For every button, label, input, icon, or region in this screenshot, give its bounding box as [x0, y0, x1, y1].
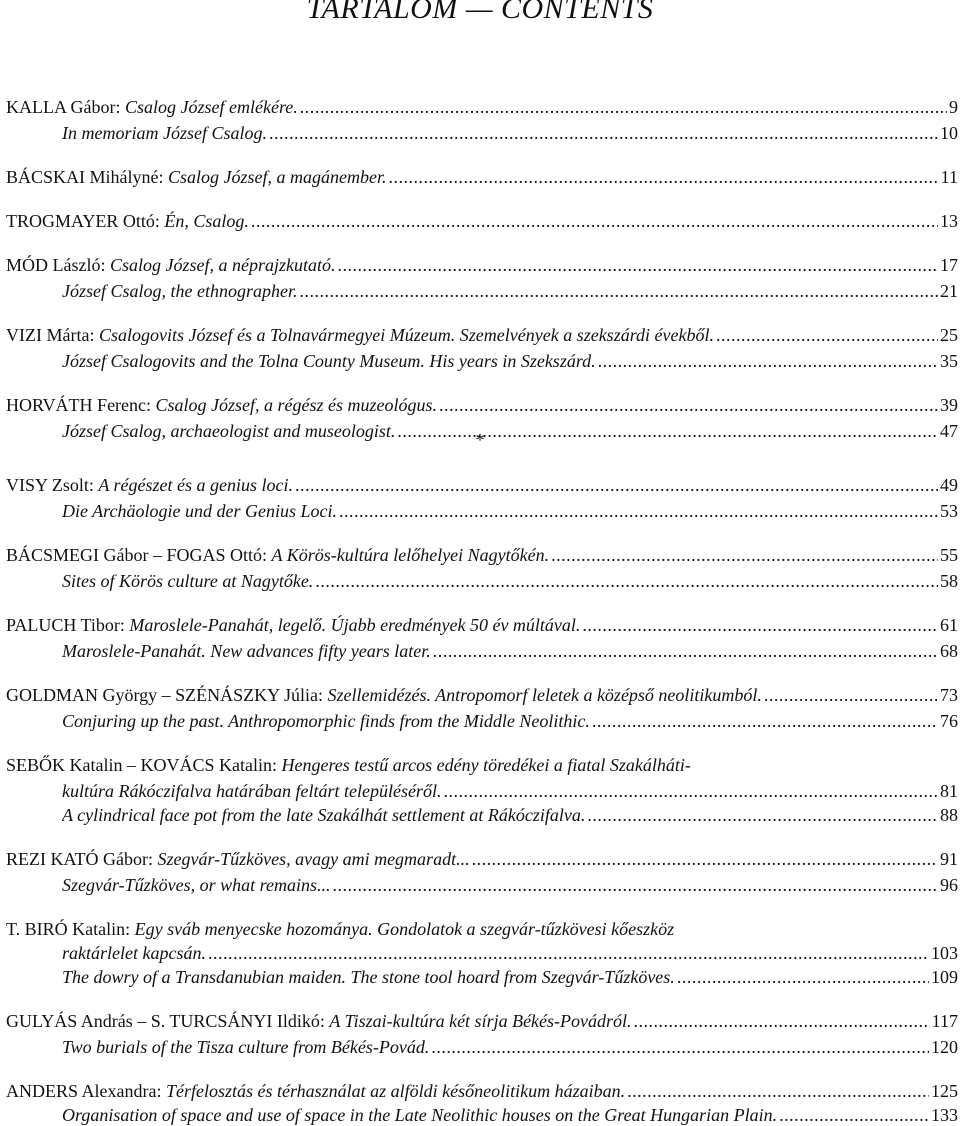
toc-entry [6, 92, 958, 118]
dot-leader [332, 874, 938, 896]
toc-entry [6, 610, 958, 636]
dot-leader [582, 614, 938, 636]
page-number: 117 [931, 1011, 958, 1031]
toc-entry [62, 776, 958, 802]
toc-entry [6, 390, 958, 416]
entry-author: REZI KATÓ Gábor: [6, 849, 158, 869]
toc-entry [62, 938, 958, 964]
page-number: 13 [940, 211, 958, 231]
entry-title: Én, Csalog. [164, 211, 249, 231]
entry-title: In memoriam József Csalog. [62, 123, 267, 143]
dot-leader [472, 848, 938, 870]
page-number: 53 [940, 501, 958, 521]
entry-author: VIZI Márta: [6, 325, 99, 345]
page-number: 39 [940, 395, 958, 415]
toc-entry [62, 636, 958, 662]
dot-leader [598, 350, 938, 372]
dot-leader [295, 474, 938, 496]
dot-leader [779, 1104, 929, 1126]
entry-author: VISY Zsolt: [6, 475, 99, 495]
toc-entry [6, 250, 958, 276]
dot-leader [634, 1010, 930, 1032]
page-number: 49 [940, 475, 958, 495]
toc-entry [6, 206, 958, 232]
entry-author: GOLDMAN György – SZÉNÁSZKY Júlia: [6, 685, 328, 705]
entry-text [6, 1010, 632, 1032]
page-number: 73 [940, 685, 958, 705]
entry-text [62, 280, 298, 302]
entry-text [6, 684, 762, 706]
toc-entry [6, 844, 958, 870]
entry-author: MÓD László: [6, 255, 110, 275]
entry-title: Organisation of space and use of space in the Late Neolithic houses on the Great Hungarian Plain. [62, 1105, 778, 1125]
entry-title: József Csalogovits and the Tolna County Museum. His years in Szekszárd. [62, 351, 596, 371]
toc-entry [62, 800, 958, 826]
entry-author: ANDERS Alexandra: [6, 1081, 166, 1101]
entry-text [62, 942, 206, 964]
entry-title: Csalog József, a régész és muzeológus. [155, 395, 438, 415]
entry-text [6, 166, 387, 188]
entry-text [6, 544, 549, 566]
entry-text [6, 1080, 625, 1102]
entry-title: Egy sváb menyecske hozománya. Gondolatok a szegvár-tűzkövesi kőeszköz [134, 919, 675, 939]
page-number: 103 [931, 943, 958, 963]
toc-entry [62, 496, 958, 522]
toc-entry [6, 1076, 958, 1102]
entry-title: Szegvár-Tűzköves, or what remains... [62, 875, 331, 895]
entry-text [6, 394, 437, 416]
page-number: 35 [940, 351, 958, 371]
dot-leader [587, 804, 938, 826]
entry-text [6, 614, 580, 636]
entry-author: BÁCSKAI Mihályné: [6, 167, 168, 187]
entry-text [62, 804, 585, 826]
dot-leader [551, 544, 938, 566]
toc-entry [62, 276, 958, 302]
entry-title: Csalog József emlékére. [124, 97, 298, 117]
dot-leader [592, 710, 938, 732]
page-number: 61 [940, 615, 958, 635]
toc-entry [6, 914, 958, 940]
entry-text [62, 966, 675, 988]
dot-leader [443, 780, 938, 802]
page-number: 109 [931, 967, 958, 987]
entry-title: Csalog József, a néprajzkutató. [109, 255, 336, 275]
dot-leader [397, 420, 938, 442]
toc-entry [62, 118, 958, 144]
toc-entry [6, 162, 958, 188]
dot-leader [389, 166, 939, 188]
toc-entry [62, 706, 958, 732]
toc-entry [62, 870, 958, 896]
toc-entry [62, 1100, 958, 1126]
entry-title: A Tiszai-kultúra két sírja Békés-Povádról. [329, 1011, 632, 1031]
entry-author: TROGMAYER Ottó: [6, 211, 165, 231]
entry-text [62, 500, 337, 522]
entry-title: raktárlelet kapcsán. [62, 943, 206, 963]
page-number: 25 [940, 325, 958, 345]
toc-entry [6, 750, 958, 776]
entry-author: SEBŐK Katalin – KOVÁCS Katalin: [6, 755, 282, 775]
dot-leader [764, 684, 938, 706]
entry-text [6, 210, 249, 232]
entry-text [62, 1104, 777, 1126]
entry-text [6, 918, 674, 940]
dot-leader [315, 570, 938, 592]
dot-leader [300, 280, 939, 302]
toc-entry [62, 346, 958, 372]
entry-text [62, 780, 441, 802]
dot-leader [300, 96, 947, 118]
entry-title: Szellemidézés. Antropomorf leletek a középső neolitikumból. [327, 685, 762, 705]
dot-leader [337, 254, 938, 276]
page-number: 120 [931, 1037, 958, 1057]
entry-author: PALUCH Tibor: [6, 615, 130, 635]
dot-leader [677, 966, 929, 988]
toc-entry [62, 566, 958, 592]
page-number: 133 [931, 1105, 958, 1125]
page-number: 21 [940, 281, 958, 301]
entry-author: HORVÁTH Ferenc: [6, 395, 156, 415]
entry-title: Hengeres testű arcos edény töredékei a fiatal Szakálháti- [281, 755, 691, 775]
entry-title: József Csalog, archaeologist and museologist. [62, 421, 396, 441]
dot-leader [439, 394, 938, 416]
dot-leader [433, 640, 938, 662]
entry-text [6, 96, 298, 118]
page-number: 81 [940, 781, 958, 801]
page-title: TARTALOM — CONTENTS [306, 0, 654, 25]
page-number: 47 [940, 421, 958, 441]
dot-leader [431, 1036, 929, 1058]
entry-text [62, 122, 267, 144]
entry-title: kultúra Rákóczifalva határában feltárt településéről. [62, 781, 442, 801]
page-number: 10 [940, 123, 958, 143]
toc-entry [6, 320, 958, 346]
entry-title: Maroslele-Panahát. New advances fifty years later. [62, 641, 431, 661]
entry-text [62, 640, 431, 662]
entry-text [6, 254, 335, 276]
entry-title: A régészet és a genius loci. [98, 475, 293, 495]
entry-text [6, 754, 691, 776]
entry-text [62, 570, 313, 592]
toc-entry [62, 1032, 958, 1058]
page-number: 58 [940, 571, 958, 591]
entry-text [62, 874, 330, 896]
entry-title: Szegvár-Tűzköves, avagy ami megmaradt... [157, 849, 470, 869]
entry-text [6, 848, 470, 870]
page-number: 96 [940, 875, 958, 895]
entry-text [62, 420, 395, 442]
entry-title: József Csalog, the ethnographer. [62, 281, 298, 301]
page-number: 125 [931, 1081, 958, 1101]
dot-leader [627, 1080, 929, 1102]
page-number: 88 [940, 805, 958, 825]
entry-title: A Körös-kultúra lelőhelyei Nagytőkén. [271, 545, 550, 565]
entry-title: Die Archäologie und der Genius Loci. [62, 501, 337, 521]
entry-title: Csalog József, a magánember. [168, 167, 387, 187]
entry-title: Sites of Körös culture at Nagytőke. [62, 571, 314, 591]
entry-title: A cylindrical face pot from the late Szakálhát settlement at Rákóczifalva. [62, 805, 586, 825]
toc-entry [6, 1006, 958, 1032]
entry-author: GULYÁS András – S. TURCSÁNYI Ildikó: [6, 1011, 330, 1031]
entry-author: KALLA Gábor: [6, 97, 125, 117]
entry-text [62, 350, 596, 372]
entry-title: Térfelosztás és térhasználat az alföldi későneolitikum házaiban. [165, 1081, 626, 1101]
page-number: 76 [940, 711, 958, 731]
page-number: 68 [940, 641, 958, 661]
dot-leader [251, 210, 938, 232]
entry-author: T. BIRÓ Katalin: [6, 919, 135, 939]
page-number: 17 [940, 255, 958, 275]
entry-title: Two burials of the Tisza culture from Békés-Povád. [62, 1037, 430, 1057]
entry-title: Maroslele-Panahát, legelő. Újabb eredmények 50 év múltával. [129, 615, 581, 635]
entry-text [62, 710, 590, 732]
dot-leader [269, 122, 938, 144]
entry-text [6, 324, 714, 346]
entry-title: Conjuring up the past. Anthropomorphic finds from the Middle Neolithic. [62, 711, 590, 731]
entry-author: BÁCSMEGI Gábor – FOGAS Ottó: [6, 545, 272, 565]
dot-leader [716, 324, 938, 346]
dot-leader [208, 942, 929, 964]
section-separator: * [475, 430, 485, 450]
toc-entry [6, 540, 958, 566]
page-number: 11 [940, 167, 958, 187]
page-number: 55 [940, 545, 958, 565]
page-number: 91 [940, 849, 958, 869]
dot-leader [339, 500, 938, 522]
entry-text [62, 1036, 429, 1058]
entry-text [6, 474, 293, 496]
toc-entry [6, 470, 958, 496]
entry-title: Csalogovits József és a Tolnavármegyei Múzeum. Szemelvények a szekszárdi évekből. [98, 325, 714, 345]
toc-entry [62, 416, 958, 442]
toc-entry [62, 962, 958, 988]
toc-entry [6, 680, 958, 706]
entry-title: The dowry of a Transdanubian maiden. The stone tool hoard from Szegvár-Tűzköves. [62, 967, 675, 987]
page-number: 9 [949, 97, 958, 117]
